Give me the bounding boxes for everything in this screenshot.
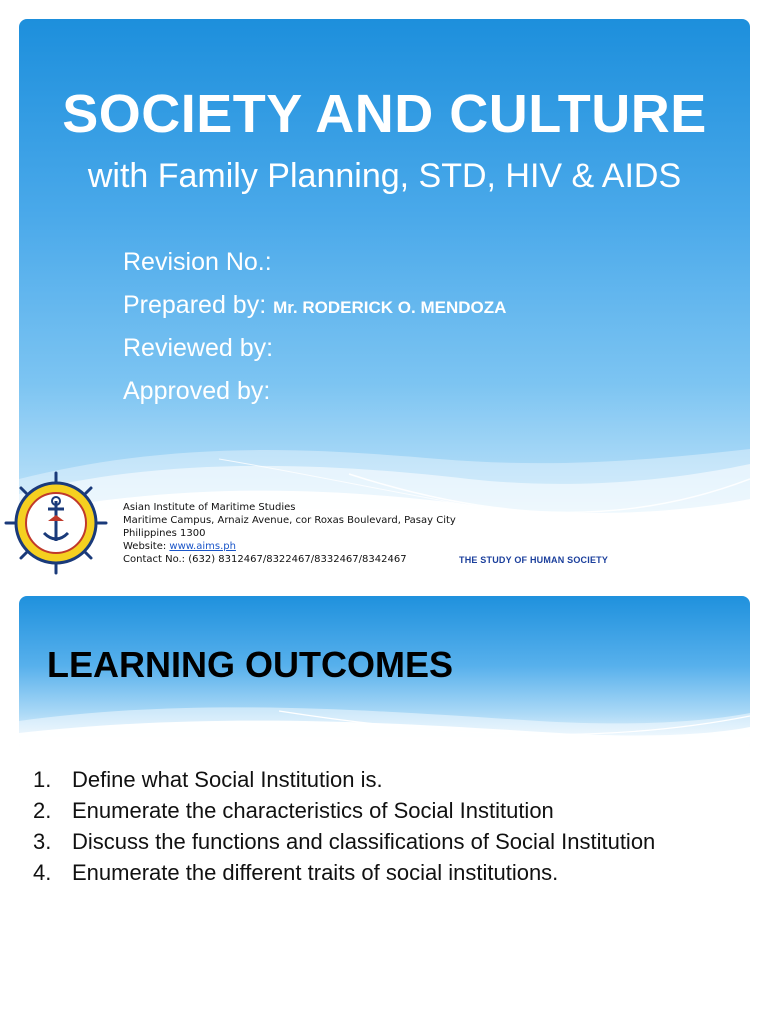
list-text: Enumerate the characteristics of Social Institution	[72, 798, 554, 823]
prepared-value: Mr. RODERICK O. MENDOZA	[273, 298, 507, 317]
learning-outcomes-title: LEARNING OUTCOMES	[47, 644, 454, 685]
institution-address: Maritime Campus, Arnaiz Avenue, cor Roxas Boulevard, Pasay City	[123, 515, 456, 526]
approved-label: Approved by:	[123, 377, 271, 405]
reviewed-label: Reviewed by:	[123, 334, 274, 362]
approved-field	[123, 370, 506, 413]
list-text: Discuss the functions and classifications of Social Institution	[72, 829, 656, 854]
revision-label: Revision No.:	[123, 248, 272, 276]
outcomes-list	[0, 764, 768, 888]
list-number: 1.	[33, 767, 52, 792]
document-meta-list	[123, 241, 506, 413]
institution-country: Philippines 1300	[123, 528, 206, 539]
list-text: Enumerate the different traits of social institutions.	[72, 860, 559, 885]
list-number: 3.	[33, 829, 52, 854]
institution-info	[123, 501, 456, 566]
wave-decoration-2	[19, 691, 750, 751]
website-label: Website:	[123, 541, 170, 552]
contact-line: Contact No.: (632) 8312467/8322467/8332467/8342467	[123, 554, 407, 565]
list-item	[0, 826, 768, 857]
prepared-field	[123, 284, 506, 327]
reviewed-field	[123, 327, 506, 370]
prepared-label: Prepared by:	[123, 291, 274, 319]
website-line	[123, 540, 456, 553]
list-item	[0, 857, 768, 888]
slide-title: SOCIETY AND CULTURE	[62, 84, 707, 144]
list-number: 4.	[33, 860, 52, 885]
list-number: 2.	[33, 798, 52, 823]
revision-field	[123, 241, 506, 284]
list-text: Define what Social Institution is.	[72, 767, 383, 792]
institution-name: Asian Institute of Maritime Studies	[123, 502, 296, 513]
list-item	[0, 795, 768, 826]
learning-outcomes-slide	[19, 596, 750, 751]
slide-subtitle: with Family Planning, STD, HIV & AIDS	[87, 157, 682, 195]
list-item	[0, 764, 768, 795]
aims-logo	[4, 471, 108, 575]
website-link[interactable]: www.aims.ph	[169, 541, 236, 552]
title-slide	[19, 19, 750, 579]
tagline: THE STUDY OF HUMAN SOCIETY	[459, 555, 609, 565]
